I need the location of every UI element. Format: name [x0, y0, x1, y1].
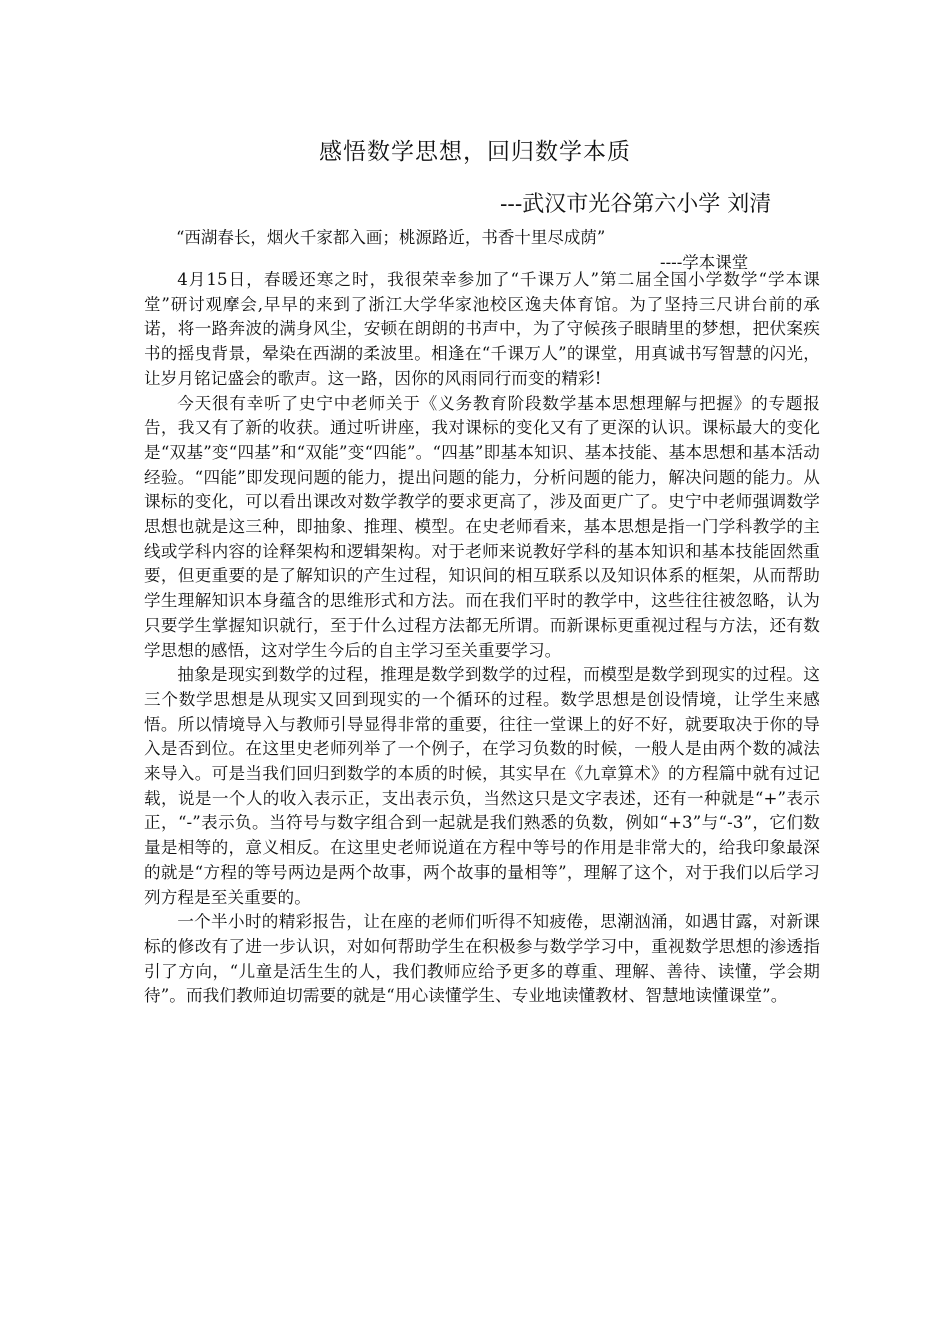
- paragraph-2: 今天很有幸听了史宁中老师关于《义务教育阶段数学基本思想理解与把握》的专题报告，我又有了新的收获。通过听讲座，我对课标的变化又有了更深的认识。课标最大的变化是“双基”变“四基”和“双能”变“四能”。“四基”即基本知识、基本技能、基本思想和基本活动经验。“四能”即发现问题的能力，提出问题的能力，分析问题的能力，解决问题的能力。从课标的变化，可以看出课改对数学教学的要求更高了，涉及面更广了。史宁中老师强调数学思想也就是这三种，即抽象、推理、模型。在史老师看来，基本思想是指一门学科教学的主线或学科内容的诠释架构和逻辑架构。对于老师来说教好学科的基本知识和基本技能固然重要，但更重要的是了解知识的产生过程，知识间的相互联系以及知识体系的框架，从而帮助学生理解知识本身蕴含的思维形式和方法。而在我们平时的教学中，这些往往被忽略，认为只要学生掌握知识就行，至于什么过程方法都无所谓。而新课标更重视过程与方法，还有数学思想的感悟，这对学生今后的自主学习至关重要学习。: [144, 393, 820, 660]
- document-title: 感悟数学思想，回归数学本质: [319, 139, 631, 165]
- epigraph-source: ----学本课堂: [660, 253, 749, 272]
- body-text: [144, 268, 820, 1009]
- paragraph-4: 一个半小时的精彩报告，让在座的老师们听得不知疲倦，思潮汹涌，如遇甘露，对新课标的修改有了进一步认识，对如何帮助学生在积极参与数学学习中，重视数学思想的渗透指引了方向，“儿童是活生生的人，我们教师应给予更多的尊重、理解、善待、读懂，学会期待”。而我们教师迫切需要的就是“用心读懂学生、专业地读懂教材、智慧地读懂课堂”。: [144, 912, 820, 1006]
- epigraph-quote: “西湖春长，烟火千家都入画；桃源路近，书香十里尽成荫”: [176, 228, 606, 247]
- author-line: ---武汉市光谷第六小学 刘清: [500, 192, 772, 217]
- paragraph-1: 4月15日，春暖还寒之时，我很荣幸参加了“千课万人”第二届全国小学数学“学本课堂”研讨观摩会,早早的来到了浙江大学华家池校区逸夫体育馆。为了坚持三尺讲台前的承诺，将一路奔波的满身风尘，安顿在朗朗的书声中，为了守候孩子眼睛里的梦想，把伏案疾书的摇曳背景，晕染在西湖的柔波里。相逢在“千课万人”的课堂，用真诚书写智慧的闪光，让岁月铭记盛会的歌声。这一路，因你的风雨同行而变的精彩!: [144, 270, 820, 388]
- paragraph-3: 抽象是现实到数学的过程，推理是数学到数学的过程，而模型是数学到现实的过程。这三个数学思想是从现实又回到现实的一个循环的过程。数学思想是创设情境，让学生来感悟。所以情境导入与教师引导显得非常的重要，往往一堂课上的好不好，就要取决于你的导入是否到位。在这里史老师列举了一个例子，在学习负数的时候，一般人是由两个数的减法来导入。可是当我们回归到数学的本质的时候，其实早在《九章算术》的方程篇中就有过记载，说是一个人的收入表示正，支出表示负，当然这只是文字表述，还有一种就是“+”表示正，“-”表示负。当符号与数字组合到一起就是我们熟悉的负数，例如“+3”与“-3”，它们数量是相等的，意义相反。在这里史老师说道在方程中等号的作用是非常大的，给我印象最深的就是“方程的等号两边是两个故事，两个故事的量相等”，理解了这个，对于我们以后学习列方程是至关重要的。: [144, 665, 820, 907]
